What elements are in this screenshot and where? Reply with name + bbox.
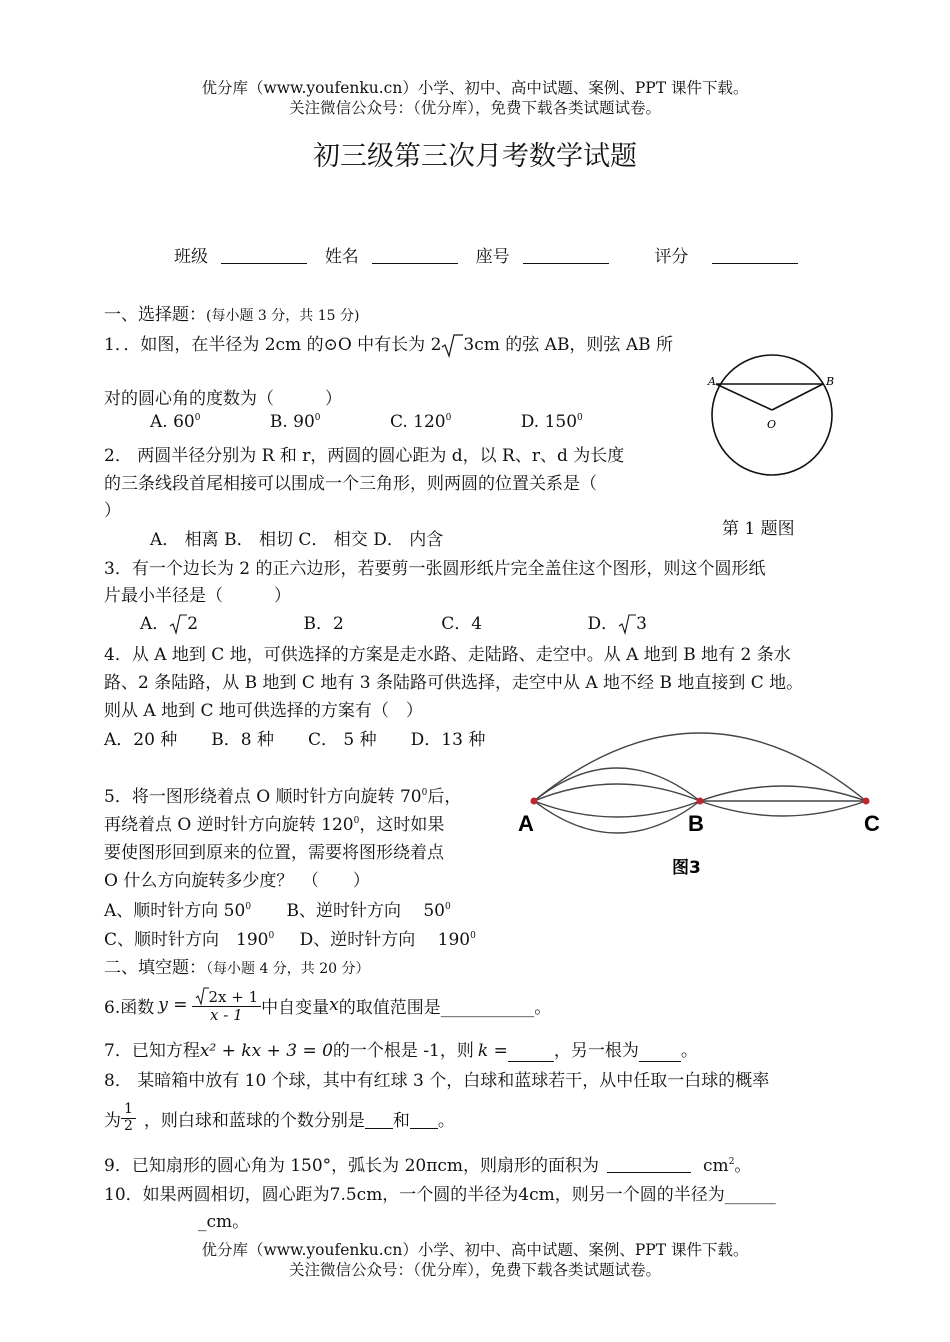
q3-option-d[interactable]: D． 3 (587, 614, 647, 634)
info-row (174, 242, 798, 267)
q1-options (150, 412, 583, 432)
q6-fraction (192, 986, 262, 1024)
q8-text-d: 。 (437, 1110, 455, 1131)
q1-figure-caption: 第 1 题图 (722, 519, 795, 539)
q5-line3: 要使图形回到原来的位置，需要将图形绕着点 (104, 843, 444, 863)
q3-option-a[interactable]: A． 2 (140, 614, 199, 634)
page-title: 初三级第三次月考数学试题 (313, 141, 637, 172)
q9-text-a: 9．已知扇形的圆心角为 150°，弧长为 20πcm，则扇形的面积为 (104, 1156, 600, 1176)
q2-options[interactable]: A． 相离 B． 相切 C． 相交 D． 内含 (150, 530, 444, 550)
q5-line4: O 什么方向旋转多少度？ （ ） (104, 871, 370, 891)
q7-text-b: 的一个根是 -1，则 (332, 1041, 474, 1061)
q5-option-b[interactable]: B、逆时针方向 $50^0$ (286, 901, 451, 921)
point-o-label: O (767, 418, 777, 431)
q8-text-b: ，则白球和蓝球的个数分别是 (143, 1110, 365, 1131)
q6-y: y = (158, 995, 188, 1015)
name-blank[interactable] (372, 247, 458, 264)
section1-note: (每小题 3 分，共 15 分) (206, 308, 360, 324)
section2-note: （每小题 4 分，共 20 分） (206, 961, 370, 977)
q3-line1: 3．有一个边长为 2 的正六边形，若要剪一张圆形纸片完全盖住这个图形，则这个圆形纸 (104, 559, 766, 579)
point-b (697, 798, 704, 805)
q2-line3: ） (104, 501, 121, 521)
q5-options-row2 (104, 925, 476, 950)
label-b: B (688, 811, 704, 836)
q1-option-d[interactable]: D. $150^0$ (520, 412, 583, 432)
q8-line2 (104, 1094, 455, 1142)
seat-blank[interactable] (523, 247, 609, 264)
q6-text-b: 中自变量 (261, 997, 330, 1018)
q8-line1: 8． 某暗箱中放有 10 个球，其中有红球 3 个，白球和蓝球若干，从中任取一白球的概率 (104, 1071, 770, 1091)
q7-line (104, 1036, 698, 1062)
q5-line2: 再绕着点 O 逆时针方向旋转 $120^0$，这时如果 (104, 815, 445, 835)
name-label: 姓名 (324, 247, 359, 267)
point-a (531, 798, 538, 805)
q5-option-a[interactable]: A、顺时针方向 $50^0$ (104, 901, 252, 921)
header-line-2: 关注微信公众号：（优分库），免费下载各类试题试卷。 (288, 99, 661, 117)
q6-numerator: 2x + 1 (208, 988, 259, 1007)
q9-text-c: 。 (734, 1156, 752, 1176)
q7-k: k = (477, 1041, 508, 1061)
seat-label: 座号 (475, 247, 510, 267)
ab-route-2 (534, 784, 700, 801)
q4-line1: 4．从 A 地到 C 地，可供选择的方案是走水路、走陆路、走空中。从 A 地到 B 地有 2 条水 (104, 645, 791, 665)
q2-line1: 2． 两圆半径分别为 R 和 r，两圆的圆心距为 d，以 R、r、d 为长度 (104, 446, 625, 466)
circle-o (712, 355, 835, 475)
q6-x: x (329, 995, 339, 1015)
class-label: 班级 (174, 247, 208, 267)
q8-fraction (121, 1102, 136, 1134)
figure-3-caption: 图3 (672, 858, 701, 878)
q7-text-d: 。 (680, 1041, 698, 1061)
q7-text-a: 7．已知方程 (104, 1041, 200, 1061)
q9-line (104, 1151, 751, 1176)
q1-line1 (104, 330, 673, 358)
bc-route-3 (700, 801, 866, 816)
score-label: 评分 (654, 247, 689, 267)
q5-options-row1 (104, 896, 451, 921)
q6-text-a: 6.函数 (104, 997, 155, 1018)
q1-text-b: cm 的弦 AB，则弦 AB 所 (474, 335, 674, 355)
point-a-label: A (708, 375, 716, 388)
q6-denominator: x - 1 (210, 1006, 243, 1025)
label-c: C (864, 811, 880, 836)
q9-blank[interactable] (607, 1156, 691, 1173)
q3-option-c[interactable]: C．4 (441, 614, 483, 634)
q9-unit-sup: 2 (728, 1157, 735, 1167)
q5-option-d[interactable]: D、逆时针方向 $190^0$ (299, 930, 476, 950)
q10-line2: _cm。 (198, 1212, 250, 1232)
footer-line-2: 关注微信公众号：（优分库），免费下载各类试题试卷。 (288, 1261, 661, 1279)
q8-text-a: 为 (104, 1110, 121, 1131)
q10-line1: 10．如果两圆相切，圆心距为7.5cm，一个圆的半径为4cm，则另一个圆的半径为______ (104, 1185, 776, 1205)
radius-oa (716, 384, 772, 410)
q5-option-c[interactable]: C、顺时针方向 $190^0$ (104, 930, 275, 950)
section1-title: 一、选择题： (104, 305, 206, 325)
q7-blank-k[interactable] (508, 1041, 554, 1062)
q8-text-c: 和 (392, 1110, 410, 1131)
q4-line2: 路、2 条陆路，从 B 地到 C 地有 3 条陆路可供选择，走空中从 A 地不经 B 地直接到 C 地。 (104, 673, 804, 693)
class-blank[interactable] (221, 247, 307, 264)
q8-denominator: 2 (124, 1117, 133, 1134)
header-line-1: 优分库（www.youfenku.cn）小学、初中、高中试题、案例、PPT 课件下载。 (201, 79, 749, 97)
q4-line3: 则从 A 地到 C 地可供选择的方案有（ ） (104, 701, 423, 721)
q3-options (140, 609, 647, 635)
q1-sqrt-value: 3 (463, 335, 475, 355)
point-c (863, 798, 870, 805)
q8-blank-white[interactable] (365, 1108, 393, 1129)
label-a: A (518, 811, 534, 836)
q4-options[interactable]: A．20 种 B．8 种 C． 5 种 D．13 种 (104, 730, 486, 750)
q3-line2: 片最小半径是（ ） (104, 586, 291, 606)
q7-equation: x² + kx + 3 = 0 (199, 1041, 333, 1061)
q1-option-b[interactable]: B. $90^0$ (269, 412, 321, 432)
q7-text-c: ，另一根为 (553, 1041, 639, 1061)
q2-line2: 的三条线段首尾相接可以围成一个三角形，则两圆的位置关系是（ (104, 474, 597, 494)
q5-line1: 5．将一图形绕着点 O 顺时针方向旋转 $70^0$后， (104, 787, 462, 807)
q3-option-b[interactable]: B．2 (303, 614, 344, 634)
q4-route-figure (510, 715, 890, 885)
radius-ob (772, 384, 823, 410)
q8-blank-blue[interactable] (410, 1108, 438, 1129)
q6-text-c: 的取值范围是___________。 (338, 997, 552, 1018)
q7-blank-root[interactable] (639, 1041, 681, 1062)
score-blank[interactable] (712, 247, 798, 264)
q1-sqrt-sign (441, 332, 463, 358)
q1-circle-figure (700, 352, 850, 482)
point-b-label: B (826, 375, 835, 388)
section2-heading (104, 953, 370, 978)
q9-unit: cm (703, 1156, 729, 1176)
q1-line2: 对的圆心角的度数为（ ） (104, 389, 342, 409)
ab-route-3 (534, 801, 700, 817)
section2-title: 二、填空题： (104, 958, 206, 978)
q6-line (104, 980, 551, 1030)
footer-line-1: 优分库（www.youfenku.cn）小学、初中、高中试题、案例、PPT 课件下载。 (201, 1241, 749, 1259)
q8-numerator: 1 (121, 1102, 136, 1118)
air-route (534, 733, 866, 801)
bc-route-1 (700, 786, 866, 801)
q1-text-a: 1．．如图，在半径为 2cm 的⊙O 中有长为 2 (104, 335, 442, 355)
q1-option-c[interactable]: C. $120^0$ (389, 412, 452, 432)
section1-heading (104, 300, 359, 325)
q1-option-a[interactable]: A. $60^0$ (150, 412, 201, 432)
